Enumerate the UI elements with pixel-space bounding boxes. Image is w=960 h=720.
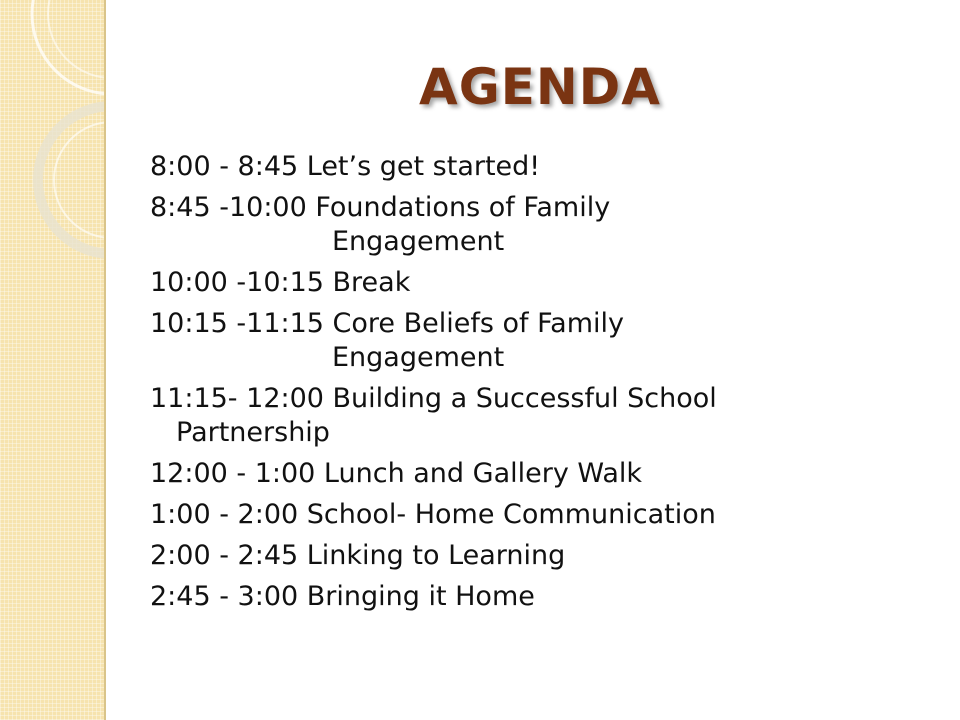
agenda-item xyxy=(150,382,940,450)
agenda-item-continuation: Partnership xyxy=(176,417,330,448)
agenda-item-text: 11:15- 12:00 Building a Successful School xyxy=(150,383,717,414)
agenda-item xyxy=(150,498,940,532)
agenda-item xyxy=(150,307,940,375)
agenda-item-text: 8:00 - 8:45 Let’s get started! xyxy=(150,151,541,182)
agenda-list xyxy=(150,150,940,614)
agenda-item-text: 2:00 - 2:45 Linking to Learning xyxy=(150,540,566,571)
slide-title: AGENDA xyxy=(419,58,661,116)
agenda-item-continuation: Engagement xyxy=(332,342,505,373)
agenda-item-text: 2:45 - 3:00 Bringing it Home xyxy=(150,581,535,612)
agenda-item xyxy=(150,150,940,184)
agenda-item-text: 12:00 - 1:00 Lunch and Gallery Walk xyxy=(150,458,643,489)
agenda-item-text: 1:00 - 2:00 School- Home Communication xyxy=(150,499,716,530)
decorative-circles-graphic xyxy=(0,0,104,720)
agenda-item-continuation: Engagement xyxy=(332,226,505,257)
side-band-edge xyxy=(104,0,106,720)
agenda-item xyxy=(150,457,940,491)
agenda-item-text: 8:45 -10:00 Foundations of Family xyxy=(150,192,611,223)
decorative-side-band xyxy=(0,0,104,720)
agenda-item-text: 10:00 -10:15 Break xyxy=(150,267,411,298)
agenda-item xyxy=(150,580,940,614)
agenda-item xyxy=(150,539,940,573)
agenda-item xyxy=(150,191,940,259)
agenda-item-text: 10:15 -11:15 Core Beliefs of Family xyxy=(150,308,624,339)
agenda-item xyxy=(150,266,940,300)
